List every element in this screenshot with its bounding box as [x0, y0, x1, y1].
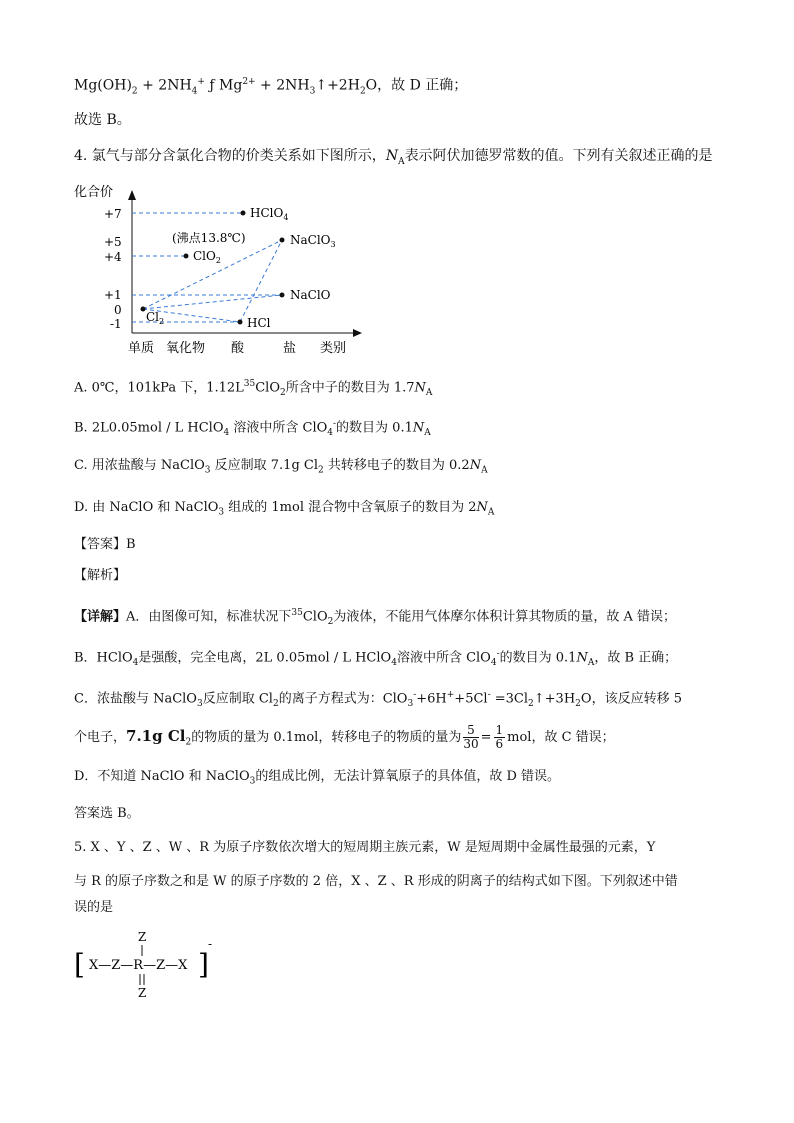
y-tick: +1	[104, 288, 122, 302]
y-tick: +5	[104, 235, 122, 249]
detail-c-1: C．浓盐酸与 NaClO$_3$反应制取 $Cl_2$的离子方程式为：$ClO_3^-+6H^++5Cl^- =3Cl_2↑+3H_2O$，该反应转移 5	[74, 690, 682, 709]
x-category: 氧化物	[166, 341, 206, 356]
x-category: 酸	[231, 341, 245, 356]
option-d: D. 由 NaClO 和 NaClO$_3$ 组成的 1mol 混合物中含氧原子的数目为 $2N_A$	[74, 500, 495, 518]
struct-main-chain: X—Z—R—Z—X	[89, 958, 188, 973]
label-clo2: ClO$_2$	[193, 249, 221, 265]
struct-top-z: Z	[138, 930, 147, 944]
choose-b-line: 故选 B。	[74, 112, 131, 128]
y-axis-title: 化合价	[74, 185, 114, 200]
label-hclo4: HClO$_4$	[250, 206, 289, 222]
charge: -	[208, 937, 213, 951]
detail-d: D．不知道 NaClO 和 NaClO$_3$的组成比例，无法计算氧原子的具体值，故 D 错误。	[74, 769, 561, 787]
y-tick: +4	[104, 250, 122, 264]
point-clo2	[184, 254, 189, 259]
label-cl2: $Cl_2$	[146, 310, 165, 326]
anion-structure-formula	[74, 928, 234, 1004]
detail-b: B．HClO$_4$是强酸，完全电离，2L 0.05mol / L HClO$_4$溶液中所含 ClO$_4$-的数目为 $0.1N_A$，故 B 正确；	[74, 649, 678, 668]
point-naclo	[280, 293, 285, 298]
fraction-1-6: $\frac{1}{6}$	[495, 723, 504, 751]
equation-line: $Mg(OH)_2 + 2NH_4^+$ ƒ $Mg^{2+}$ + $2NH_3↑+2H_2O$，故 D 正确；	[74, 77, 468, 97]
point-hclo4	[241, 211, 246, 216]
label-naclo3: NaClO$_3$	[290, 233, 336, 249]
boiling-point-annotation: (沸点13.8℃)	[172, 231, 246, 245]
point-naclo3	[280, 238, 285, 243]
answer-label: 【答案】B	[74, 537, 136, 552]
valence-category-diagram	[70, 180, 370, 360]
detail-c-2: 个电子，7.1g $Cl_2$的物质的量为 0.1mol，转移电子的物质的量为 $\frac{5}{30}$ = $\frac{1}{6}$ mol，故 C 错误；	[74, 723, 615, 751]
question-4-stem: 4. 氯气与部分含氯化合物的价类关系如下图所示，$N_A$表示阿伏加德罗常数的值。下列有关叙述正确的是	[74, 148, 713, 167]
option-c: C. 用浓盐酸与 NaClO$_3$ 反应制取 7.1g $Cl_2$ 共转移电子的数目为 $0.2N_A$	[74, 458, 488, 476]
option-b: B. 2L0.05mol / L HClO$_4$ 溶液中所含 ClO$_4$-的数目为 $0.1N_A$	[74, 419, 431, 438]
point-cl2	[141, 307, 146, 312]
label-hcl: HCl	[247, 316, 271, 330]
x-axis-title: 类别	[320, 341, 347, 356]
y-tick: 0	[114, 303, 122, 317]
question-5-line-1: 5. X 、Y 、Z 、W 、R 为原子序数依次增大的短周期主族元素，W 是短周期中金属性最强的元素，Y	[74, 840, 656, 855]
y-tick: -1	[110, 317, 122, 331]
struct-bottom-z: Z	[138, 986, 147, 1000]
x-category: 盐	[283, 341, 297, 356]
label-naclo: NaClO	[290, 288, 331, 302]
final-answer: 答案选 B。	[74, 806, 140, 821]
option-a: A. 0℃，101kPa 下，$1.12L^{35}ClO_2$所含中子的数目为 $1.7N_A$	[74, 379, 433, 398]
analysis-label: 【解析】	[74, 568, 127, 583]
right-bracket: ]	[198, 948, 209, 981]
question-5-line-2: 与 R 的原子序数之和是 W 的原子序数的 2 倍，X 、Z 、R 形成的阴离子的结构式如下图。下列叙述中错	[74, 874, 678, 889]
point-hcl	[238, 320, 243, 325]
detail-a: 【详解】A．由图像可知，标准状况下$^{35}$ClO$_2$为液体，不能用气体摩尔体积计算其物质的量，故 A 错误；	[74, 608, 677, 627]
fraction-5-30: $\frac{5}{30}$	[463, 723, 479, 751]
x-category: 单质	[128, 341, 155, 356]
question-5-line-3: 误的是	[74, 900, 114, 915]
y-tick: +7	[104, 207, 122, 221]
left-bracket: [	[74, 948, 85, 981]
